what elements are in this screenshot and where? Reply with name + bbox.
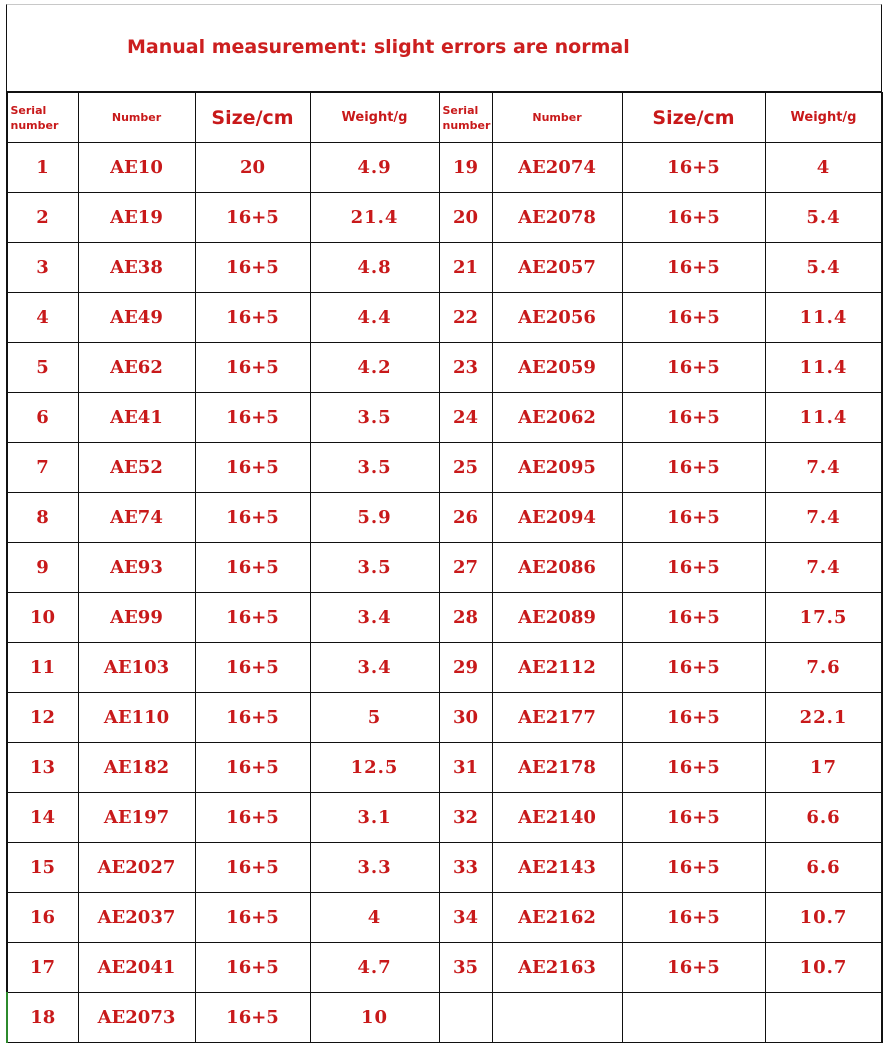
header-number-right: Number (492, 93, 622, 143)
right-size-cell[interactable]: 16+5 (622, 543, 765, 593)
right-number-cell[interactable]: AE2163 (492, 943, 622, 993)
right-number-cell[interactable]: AE2078 (492, 193, 622, 243)
right-weight-cell[interactable]: 4 (765, 143, 882, 193)
left-size-cell[interactable]: 16+5 (195, 293, 310, 343)
measurement-table (6, 92, 883, 1043)
right-weight-cell[interactable]: 7.4 (765, 543, 882, 593)
left-serial-cell[interactable]: 9 (7, 543, 78, 593)
right-size-cell[interactable]: 16+5 (622, 893, 765, 943)
header-number-left: Number (78, 93, 195, 143)
table-row (7, 643, 882, 693)
left-weight-cell[interactable]: 4 (310, 893, 439, 943)
spreadsheet (6, 4, 882, 1042)
table-row (7, 693, 882, 743)
title-row (7, 5, 881, 92)
left-size-cell[interactable]: 16+5 (195, 843, 310, 893)
right-serial-cell[interactable] (439, 993, 492, 1043)
right-number-cell[interactable]: AE2057 (492, 243, 622, 293)
left-number-cell[interactable]: AE2027 (78, 843, 195, 893)
table-row (7, 893, 882, 943)
header-row (7, 93, 882, 143)
left-serial-cell[interactable]: 13 (7, 743, 78, 793)
left-size-cell[interactable]: 16+5 (195, 543, 310, 593)
left-number-cell[interactable]: AE49 (78, 293, 195, 343)
right-weight-cell[interactable]: 11.4 (765, 293, 882, 343)
right-size-cell[interactable]: 16+5 (622, 493, 765, 543)
left-size-cell[interactable]: 16+5 (195, 593, 310, 643)
left-serial-cell[interactable]: 7 (7, 443, 78, 493)
right-size-cell[interactable]: 16+5 (622, 193, 765, 243)
right-serial-cell[interactable]: 32 (439, 793, 492, 843)
left-number-cell[interactable]: AE62 (78, 343, 195, 393)
right-size-cell[interactable]: 16+5 (622, 793, 765, 843)
right-number-cell[interactable]: AE2086 (492, 543, 622, 593)
table-row (7, 343, 882, 393)
left-serial-cell[interactable]: 14 (7, 793, 78, 843)
right-weight-cell[interactable]: 7.6 (765, 643, 882, 693)
right-serial-cell[interactable]: 26 (439, 493, 492, 543)
right-weight-cell[interactable]: 7.4 (765, 493, 882, 543)
table-row (7, 143, 882, 193)
table-row (7, 993, 882, 1043)
right-size-cell[interactable] (622, 993, 765, 1043)
left-serial-cell[interactable]: 5 (7, 343, 78, 393)
right-size-cell[interactable]: 16+5 (622, 343, 765, 393)
right-weight-cell[interactable]: 7.4 (765, 443, 882, 493)
right-size-cell[interactable]: 16+5 (622, 593, 765, 643)
left-size-cell[interactable]: 16+5 (195, 743, 310, 793)
right-serial-cell[interactable]: 31 (439, 743, 492, 793)
left-weight-cell[interactable]: 10 (310, 993, 439, 1043)
right-serial-cell[interactable]: 29 (439, 643, 492, 693)
right-number-cell[interactable]: AE2089 (492, 593, 622, 643)
left-number-cell[interactable]: AE99 (78, 593, 195, 643)
table-row (7, 393, 882, 443)
right-number-cell[interactable] (492, 993, 622, 1043)
right-serial-cell[interactable]: 20 (439, 193, 492, 243)
right-weight-cell[interactable]: 17.5 (765, 593, 882, 643)
right-size-cell[interactable]: 16+5 (622, 843, 765, 893)
left-size-cell[interactable]: 16+5 (195, 893, 310, 943)
left-weight-cell[interactable]: 3.4 (310, 593, 439, 643)
right-serial-cell[interactable]: 25 (439, 443, 492, 493)
right-serial-cell[interactable]: 34 (439, 893, 492, 943)
table-row (7, 293, 882, 343)
right-weight-cell[interactable]: 6.6 (765, 793, 882, 843)
header-serial-left: Serial number (7, 93, 78, 143)
left-size-cell[interactable]: 16+5 (195, 993, 310, 1043)
left-size-cell[interactable]: 16+5 (195, 793, 310, 843)
left-number-cell[interactable]: AE41 (78, 393, 195, 443)
left-size-cell[interactable]: 16+5 (195, 443, 310, 493)
left-weight-cell[interactable]: 4.4 (310, 293, 439, 343)
left-number-cell[interactable]: AE2037 (78, 893, 195, 943)
left-number-cell[interactable]: AE2073 (78, 993, 195, 1043)
left-size-cell[interactable]: 16+5 (195, 693, 310, 743)
left-weight-cell[interactable]: 3.5 (310, 443, 439, 493)
left-size-cell[interactable]: 16+5 (195, 193, 310, 243)
left-weight-cell[interactable]: 3.5 (310, 543, 439, 593)
left-size-cell[interactable]: 16+5 (195, 643, 310, 693)
right-weight-cell[interactable]: 5.4 (765, 193, 882, 243)
table-row (7, 593, 882, 643)
table-row (7, 943, 882, 993)
right-weight-cell[interactable]: 22.1 (765, 693, 882, 743)
left-serial-cell[interactable]: 17 (7, 943, 78, 993)
left-serial-cell[interactable]: 8 (7, 493, 78, 543)
right-serial-cell[interactable]: 35 (439, 943, 492, 993)
left-serial-cell[interactable]: 6 (7, 393, 78, 443)
right-size-cell[interactable]: 16+5 (622, 143, 765, 193)
left-serial-cell[interactable]: 15 (7, 843, 78, 893)
sheet-title: Manual measurement: slight errors are normal (127, 36, 630, 58)
right-number-cell[interactable]: AE2140 (492, 793, 622, 843)
right-serial-cell[interactable]: 24 (439, 393, 492, 443)
left-number-cell[interactable]: AE10 (78, 143, 195, 193)
left-weight-cell[interactable]: 5 (310, 693, 439, 743)
right-number-cell[interactable]: AE2143 (492, 843, 622, 893)
left-number-cell[interactable]: AE74 (78, 493, 195, 543)
left-weight-cell[interactable]: 4.9 (310, 143, 439, 193)
left-weight-cell[interactable]: 3.5 (310, 393, 439, 443)
left-serial-cell[interactable]: 3 (7, 243, 78, 293)
right-serial-cell[interactable]: 28 (439, 593, 492, 643)
table-row (7, 543, 882, 593)
left-size-cell[interactable]: 16+5 (195, 243, 310, 293)
right-size-cell[interactable]: 16+5 (622, 443, 765, 493)
right-number-cell[interactable]: AE2162 (492, 893, 622, 943)
right-weight-cell[interactable]: 11.4 (765, 393, 882, 443)
left-serial-cell[interactable]: 16 (7, 893, 78, 943)
left-size-cell[interactable]: 16+5 (195, 943, 310, 993)
right-weight-cell[interactable]: 11.4 (765, 343, 882, 393)
right-size-cell[interactable]: 16+5 (622, 943, 765, 993)
header-size-left: Size/cm (195, 93, 310, 143)
header-weight-left: Weight/g (310, 93, 439, 143)
right-number-cell[interactable]: AE2059 (492, 343, 622, 393)
right-number-cell[interactable]: AE2177 (492, 693, 622, 743)
right-number-cell[interactable]: AE2094 (492, 493, 622, 543)
left-number-cell[interactable]: AE2041 (78, 943, 195, 993)
left-size-cell[interactable]: 16+5 (195, 493, 310, 543)
header-weight-right: Weight/g (765, 93, 882, 143)
left-serial-cell[interactable]: 2 (7, 193, 78, 243)
right-number-cell[interactable]: AE2112 (492, 643, 622, 693)
left-number-cell[interactable]: AE197 (78, 793, 195, 843)
right-size-cell[interactable]: 16+5 (622, 243, 765, 293)
table-row (7, 843, 882, 893)
left-weight-cell[interactable]: 5.9 (310, 493, 439, 543)
right-serial-cell[interactable]: 30 (439, 693, 492, 743)
table-row (7, 443, 882, 493)
right-number-cell[interactable]: AE2095 (492, 443, 622, 493)
right-number-cell[interactable]: AE2056 (492, 293, 622, 343)
right-size-cell[interactable]: 16+5 (622, 693, 765, 743)
right-number-cell[interactable]: AE2074 (492, 143, 622, 193)
left-weight-cell[interactable]: 21.4 (310, 193, 439, 243)
left-serial-cell[interactable]: 12 (7, 693, 78, 743)
left-size-cell[interactable]: 16+5 (195, 343, 310, 393)
right-serial-cell[interactable]: 19 (439, 143, 492, 193)
right-number-cell[interactable]: AE2062 (492, 393, 622, 443)
left-serial-cell[interactable]: 18 (7, 993, 78, 1043)
right-size-cell[interactable]: 16+5 (622, 743, 765, 793)
header-serial-right: Serial number (439, 93, 492, 143)
right-size-cell[interactable]: 16+5 (622, 393, 765, 443)
left-size-cell[interactable]: 16+5 (195, 393, 310, 443)
left-size-cell[interactable]: 20 (195, 143, 310, 193)
left-number-cell[interactable]: AE52 (78, 443, 195, 493)
left-number-cell[interactable]: AE93 (78, 543, 195, 593)
table-row (7, 193, 882, 243)
table-row (7, 743, 882, 793)
left-serial-cell[interactable]: 10 (7, 593, 78, 643)
left-weight-cell[interactable]: 12.5 (310, 743, 439, 793)
right-size-cell[interactable]: 16+5 (622, 293, 765, 343)
right-size-cell[interactable]: 16+5 (622, 643, 765, 693)
right-serial-cell[interactable]: 23 (439, 343, 492, 393)
right-number-cell[interactable]: AE2178 (492, 743, 622, 793)
left-number-cell[interactable]: AE38 (78, 243, 195, 293)
right-serial-cell[interactable]: 27 (439, 543, 492, 593)
table-row (7, 793, 882, 843)
right-weight-cell[interactable]: 6.6 (765, 843, 882, 893)
left-number-cell[interactable]: AE19 (78, 193, 195, 243)
right-weight-cell[interactable]: 5.4 (765, 243, 882, 293)
right-serial-cell[interactable]: 21 (439, 243, 492, 293)
left-weight-cell[interactable]: 3.3 (310, 843, 439, 893)
left-number-cell[interactable]: AE110 (78, 693, 195, 743)
left-serial-cell[interactable]: 4 (7, 293, 78, 343)
header-size-right: Size/cm (622, 93, 765, 143)
right-weight-cell[interactable] (765, 993, 882, 1043)
left-serial-cell[interactable]: 1 (7, 143, 78, 193)
right-weight-cell[interactable]: 17 (765, 743, 882, 793)
left-weight-cell[interactable]: 3.1 (310, 793, 439, 843)
table-row (7, 493, 882, 543)
left-weight-cell[interactable]: 3.4 (310, 643, 439, 693)
left-weight-cell[interactable]: 4.2 (310, 343, 439, 393)
right-serial-cell[interactable]: 22 (439, 293, 492, 343)
left-serial-cell[interactable]: 11 (7, 643, 78, 693)
right-serial-cell[interactable]: 33 (439, 843, 492, 893)
left-number-cell[interactable]: AE103 (78, 643, 195, 693)
left-weight-cell[interactable]: 4.7 (310, 943, 439, 993)
table-row (7, 243, 882, 293)
left-number-cell[interactable]: AE182 (78, 743, 195, 793)
right-weight-cell[interactable]: 10.7 (765, 943, 882, 993)
right-weight-cell[interactable]: 10.7 (765, 893, 882, 943)
left-weight-cell[interactable]: 4.8 (310, 243, 439, 293)
